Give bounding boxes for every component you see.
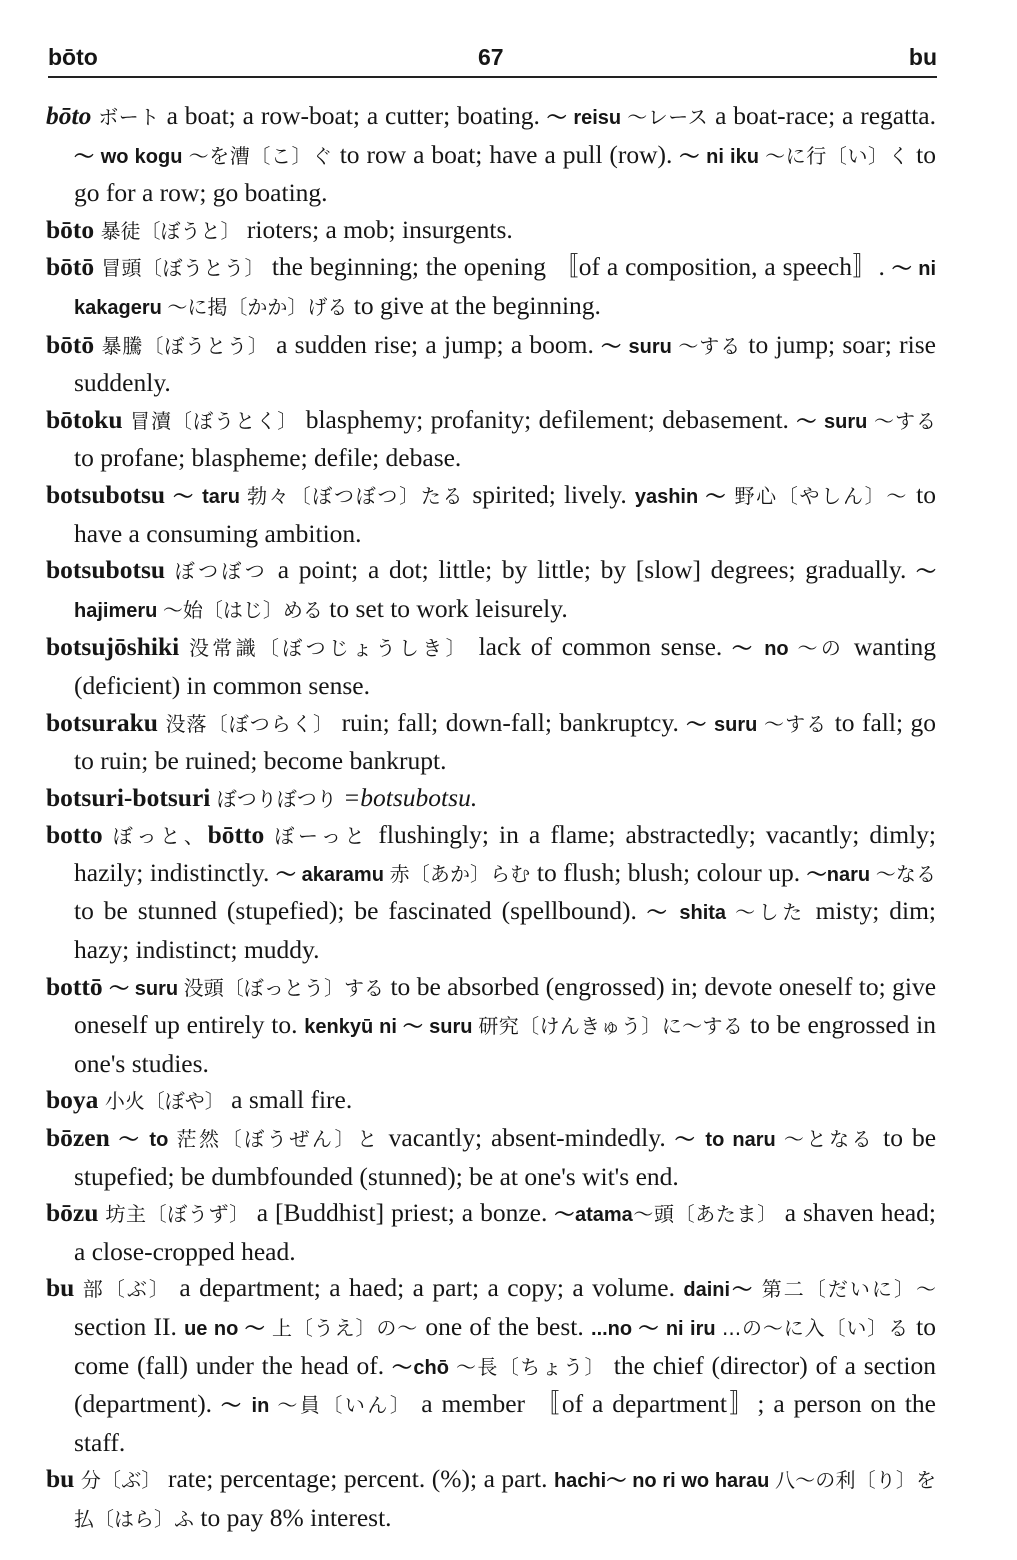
- dictionary-entry: [46, 477, 936, 552]
- entry-headword: bottō: [46, 971, 103, 1001]
- english-definition: a sudden rise; a jump; a boom.: [276, 329, 602, 359]
- dictionary-entry: [46, 1195, 936, 1270]
- romaji-phrase: hachi〜 no ri wo harau: [553, 1470, 776, 1493]
- entry-headword: bōzen: [46, 1123, 110, 1153]
- dictionary-entry: [46, 780, 936, 818]
- japanese-term: 〜なる: [875, 861, 937, 886]
- japanese-term: 〜長〔ちょう〕: [455, 1354, 614, 1379]
- entry-headword: botsuraku: [46, 707, 158, 737]
- japanese-term: 分〔ぶ〕: [80, 1468, 168, 1493]
- entry-headword: boya: [46, 1085, 99, 1115]
- japanese-term: ぼっと、: [112, 824, 208, 849]
- japanese-term: 赤〔あか〕らむ: [389, 861, 537, 886]
- japanese-term: 坊主〔ぼうず〕: [105, 1202, 257, 1227]
- english-definition: section II.: [74, 1312, 185, 1341]
- entry-headword: bōtō: [46, 329, 95, 359]
- entry-headword: botsujōshiki: [46, 632, 180, 662]
- english-definition: vacantly; absent-mindedly.: [388, 1123, 675, 1153]
- dictionary-entry: [46, 249, 936, 326]
- romaji-phrase: 〜 suru: [686, 713, 764, 736]
- english-definition: ruin; fall; down-fall; bankruptcy.: [341, 707, 687, 737]
- english-definition: blasphemy; profanity; defilement; debasement.: [305, 404, 797, 434]
- japanese-term: 八〜の利〔り〕を払〔はら〕ふ: [74, 1468, 937, 1531]
- english-definition: to give at the beginning.: [353, 290, 601, 320]
- japanese-term: 〜を漕〔こ〕ぐ: [188, 143, 340, 168]
- romaji-phrase: daini〜: [683, 1279, 762, 1302]
- dictionary-entry: [46, 629, 936, 704]
- english-definition: rioters; a mob; insurgents.: [246, 214, 513, 244]
- english-definition: a boat-race; a regatta.: [715, 101, 936, 130]
- english-definition: a boat; a row-boat; a cutter; boating.: [166, 101, 547, 130]
- japanese-term: 〜に掲〔かか〕げる: [167, 294, 354, 319]
- japanese-term: 暴騰〔ぼうとう〕: [101, 333, 277, 358]
- japanese-term: 部〔ぶ〕: [82, 1277, 180, 1302]
- romaji-phrase: ue no 〜: [184, 1318, 273, 1340]
- japanese-term: 〜した: [735, 900, 816, 925]
- romaji-phrase: 〜 wo kogu: [74, 145, 189, 168]
- english-definition: to be engrossed in one's studies.: [74, 1010, 937, 1078]
- japanese-term: 勃々〔ぼつぼつ〕たる: [247, 483, 473, 508]
- english-definition: to be stunned (stupefied); be fascinated (spellbound).: [74, 896, 647, 926]
- dictionary-entry: [46, 1082, 936, 1120]
- dictionary-entry: [46, 1270, 936, 1461]
- romaji-phrase: 〜 suru: [796, 410, 874, 433]
- japanese-term: 没常識〔ぼつじょうしき〕: [188, 636, 479, 661]
- romaji-phrase: 〜hajimeru: [74, 561, 937, 622]
- entry-headword: botto: [46, 820, 103, 850]
- english-definition: the beginning; the opening 〚of a composition, a speech〛.: [271, 252, 892, 282]
- english-definition: to have a consuming ambition.: [74, 479, 936, 548]
- japanese-term: 野心〔やしん〕〜: [734, 483, 917, 508]
- japanese-term: 小火〔ぼや〕: [104, 1089, 232, 1114]
- dictionary-entry: [46, 327, 936, 402]
- english-definition: a member 〚of a department〛; a person on the staff.: [74, 1389, 937, 1457]
- running-head-left: bōto: [48, 44, 98, 70]
- english-definition: rate; percentage; percent. (%); a part.: [168, 1464, 554, 1494]
- romaji-phrase: 〜 reisu: [546, 107, 628, 129]
- romaji-phrase: 〜 akaramu: [275, 863, 390, 886]
- romaji-phrase: 〜 no: [731, 638, 798, 661]
- dictionary-entry: [46, 969, 936, 1083]
- japanese-term: 冒瀆〔ぼうとく〕: [129, 408, 306, 433]
- romaji-phrase: yashin 〜: [634, 485, 735, 508]
- entry-headword: botsuri-botsuri: [46, 782, 211, 812]
- page-header: [48, 40, 937, 78]
- english-definition: to pay 8% interest.: [200, 1502, 392, 1532]
- dictionary-entry: [46, 1120, 936, 1195]
- english-definition: to flush; blush; colour up.: [536, 857, 807, 887]
- english-definition: to go for a row; go boating.: [74, 139, 937, 208]
- romaji-phrase: 〜chō: [391, 1356, 456, 1379]
- romaji-phrase: 〜atama: [554, 1204, 633, 1227]
- japanese-term: 〜する: [764, 711, 835, 736]
- english-definition: lack of common sense.: [478, 632, 732, 662]
- variant-headword: bōtto: [207, 820, 275, 850]
- english-definition: to come (fall) under the head of.: [74, 1312, 937, 1380]
- japanese-term: 〜頭〔あたま〕: [632, 1202, 785, 1227]
- japanese-term: 研究〔けんきゅう〕に〜する: [478, 1014, 751, 1039]
- romaji-phrase: 〜 suru: [601, 335, 679, 358]
- dictionary-entry: [46, 98, 936, 212]
- romaji-phrase: 〜 to: [118, 1129, 177, 1152]
- japanese-term: 〜する: [678, 333, 749, 358]
- japanese-term: 没頭〔ぼっとう〕する: [183, 975, 391, 1000]
- entry-headword: botsubotsu: [46, 555, 166, 585]
- entry-headword: bōzu: [46, 1198, 99, 1228]
- english-definition: a shaven head; a close-cropped head.: [74, 1198, 937, 1266]
- japanese-term: 上〔うえ〕の〜: [272, 1316, 426, 1340]
- romaji-phrase: 〜 taru: [173, 485, 248, 508]
- romaji-phrase: 〜 ni kakageru: [74, 258, 936, 319]
- english-definition: the chief (director) of a section (department).: [74, 1350, 936, 1419]
- romaji-phrase: 〜naru: [806, 863, 876, 886]
- dictionary-entry: [46, 817, 936, 968]
- dictionary-entry: [46, 1461, 936, 1537]
- english-definition: a department; a haed; a part; a copy; a volume.: [179, 1273, 684, 1303]
- romaji-phrase: 〜 suru: [109, 977, 184, 1000]
- english-definition: to row a boat; have a pull (row).: [339, 139, 680, 169]
- entry-headword: botsubotsu: [46, 479, 166, 509]
- entry-headword: bōto: [46, 101, 92, 130]
- running-head-right: bu: [908, 44, 937, 70]
- japanese-term: 暴徒〔ぼうと〕: [100, 218, 247, 243]
- cross-reference: =botsubotsu.: [343, 782, 478, 812]
- dictionary-entry: [46, 402, 936, 477]
- japanese-term: ぼつりぼつり: [216, 786, 344, 811]
- dictionary-entry: [46, 552, 936, 629]
- japanese-term: ぼつぼつ: [174, 559, 278, 584]
- japanese-term: 〜員〔いん〕: [277, 1393, 422, 1418]
- japanese-term: 茫然〔ぼうぜん〕と: [176, 1127, 389, 1152]
- romaji-phrase: 〜 to naru: [674, 1129, 784, 1152]
- japanese-term: ボート: [98, 105, 167, 129]
- japanese-term: ぼーっと: [274, 824, 379, 849]
- english-definition: a point; a dot; little; by little; by [slow] degrees; gradually.: [277, 555, 917, 585]
- english-definition: to fall; go to ruin; be ruined; become bankrupt.: [74, 707, 937, 776]
- japanese-term: 〜レース: [627, 105, 716, 129]
- english-definition: misty; dim; hazy; indistinct; muddy.: [74, 896, 936, 965]
- english-definition: flushingly; in a flame; abstractedly; vacantly; dimly; hazily; indistinctly.: [74, 820, 937, 887]
- entry-headword: bōto: [46, 214, 95, 244]
- japanese-term: 〜の: [797, 636, 854, 661]
- english-definition: a [Buddhist] priest; a bonze.: [256, 1198, 555, 1228]
- japanese-term: 〜始〔はじ〕める: [162, 597, 330, 622]
- japanese-term: 〜に行〔い〕く: [765, 143, 917, 168]
- english-definition: to be stupefied; be dumbfounded (stunned); be at one's wit's end.: [74, 1123, 937, 1191]
- romaji-phrase: ...no 〜 ni iru: [591, 1318, 723, 1340]
- romaji-phrase: kenkyū ni 〜 suru: [304, 1016, 479, 1039]
- page-number: 67: [478, 44, 504, 70]
- entry-headword: bu: [46, 1464, 75, 1494]
- romaji-phrase: 〜 in: [220, 1395, 278, 1418]
- dictionary-entries: [46, 98, 936, 1538]
- entry-headword: bōtō: [46, 252, 95, 282]
- english-definition: to profane; blaspheme; defile; debase.: [74, 443, 462, 473]
- english-definition: a small fire.: [231, 1085, 353, 1115]
- english-definition: to jump; soar; rise suddenly.: [74, 329, 937, 398]
- english-definition: wanting (deficient) in common sense.: [74, 632, 937, 700]
- japanese-term: ...の〜に入〔い〕る: [722, 1316, 917, 1340]
- dictionary-entry: [46, 705, 936, 780]
- japanese-term: 〜となる: [783, 1127, 884, 1152]
- english-definition: to set to work leisurely.: [329, 593, 568, 623]
- japanese-term: 〜する: [873, 408, 937, 433]
- entry-headword: bōtoku: [46, 404, 123, 434]
- romaji-phrase: 〜 shita: [646, 902, 736, 925]
- romaji-phrase: 〜 ni iku: [679, 145, 766, 168]
- english-definition: spirited; lively.: [472, 479, 635, 509]
- japanese-term: 第二〔だいに〕〜: [761, 1277, 937, 1302]
- japanese-term: 冒頭〔ぼうとう〕: [101, 256, 272, 281]
- english-definition: one of the best.: [425, 1312, 592, 1341]
- english-definition: to be absorbed (engrossed) in; devote oneself to; give oneself up entirely to.: [74, 971, 937, 1040]
- entry-headword: bu: [46, 1273, 75, 1303]
- japanese-term: 没落〔ぼつらく〕: [165, 711, 342, 736]
- dictionary-entry: [46, 212, 936, 250]
